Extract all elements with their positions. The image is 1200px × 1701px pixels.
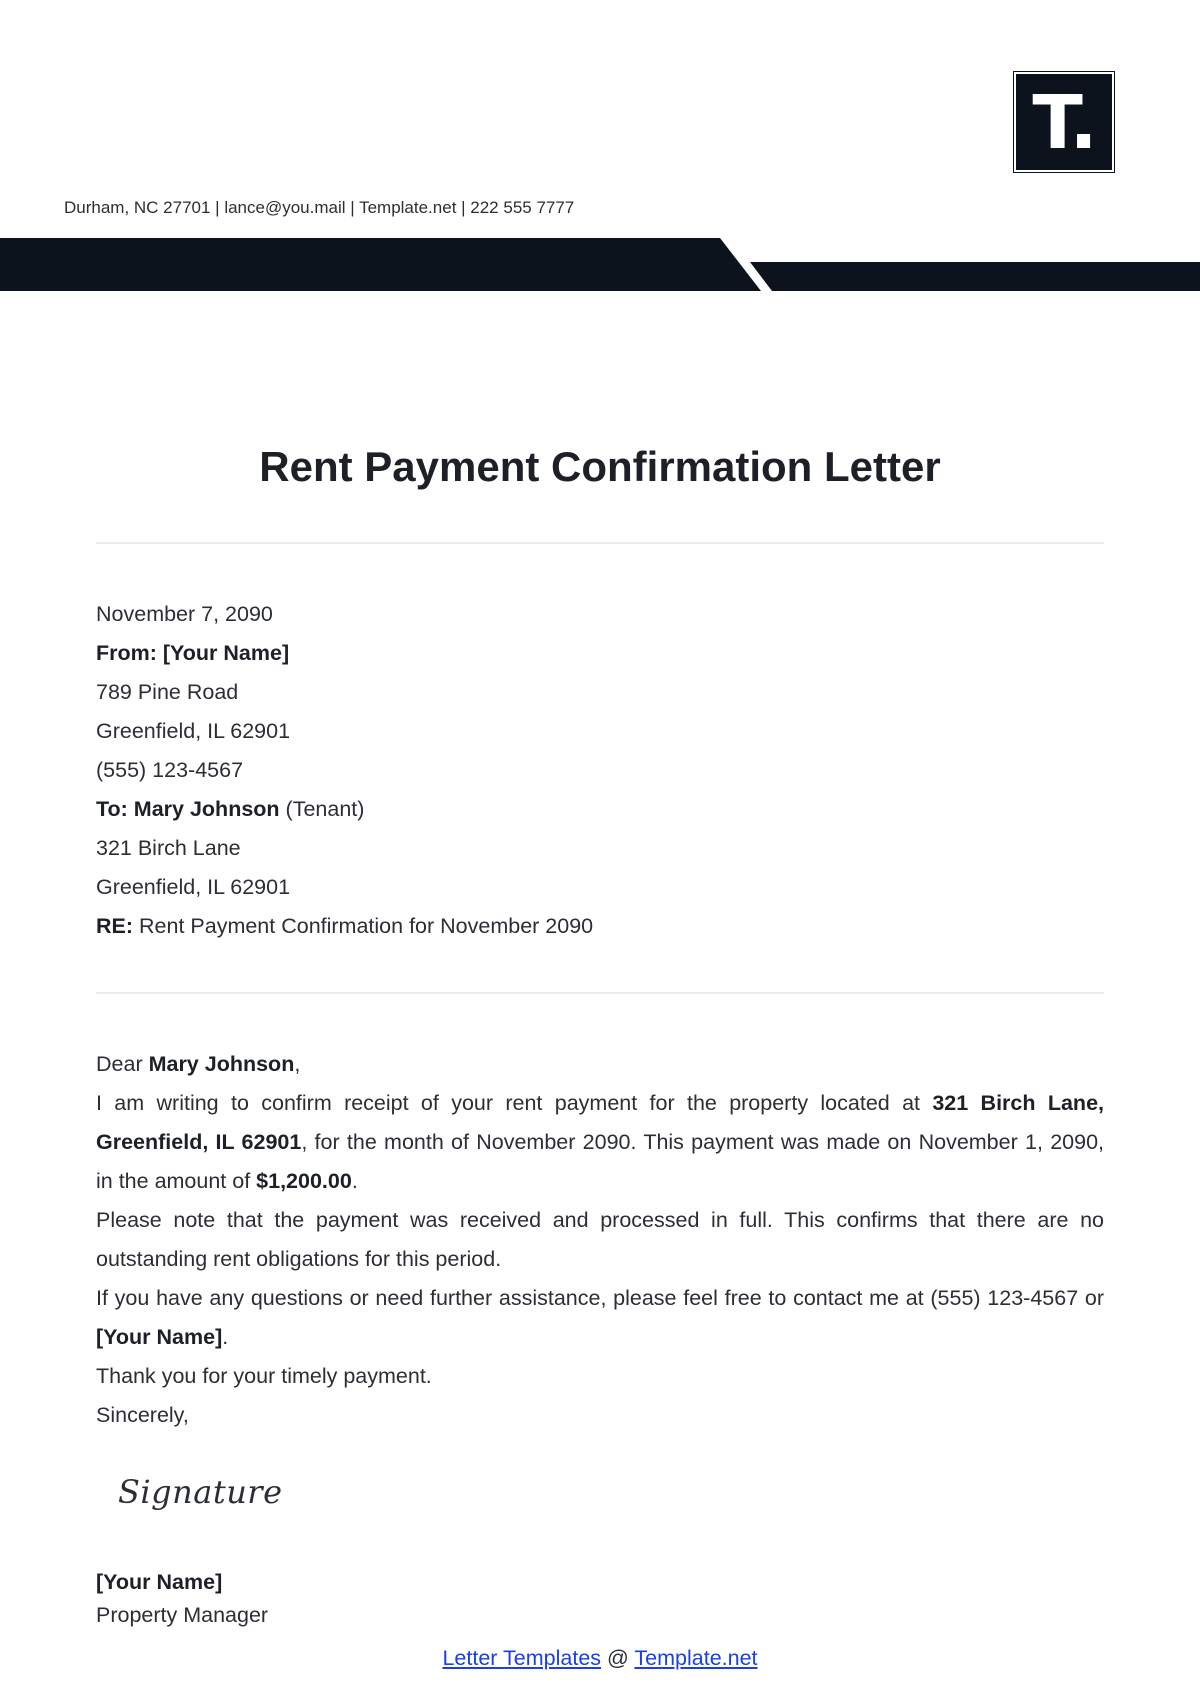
divider-bottom [96,992,1104,994]
re-label: RE: [96,914,134,938]
template-net-link[interactable]: Template.net [634,1646,758,1670]
signer-role: Property Manager [96,1603,269,1627]
paragraph-processed: Please note that the payment was received and processed in full. This confirms that there are no outstanding rent obligations for this period. [96,1208,1104,1271]
from-address-1: 789 Pine Road [96,680,239,704]
to-label: To: Mary Johnson [96,797,280,821]
logo-letter: T. [1032,80,1096,166]
to-address-1: 321 Birch Lane [96,836,241,860]
re-line [96,907,1104,946]
signer-name-line [96,1566,1104,1599]
divider-top [96,542,1104,544]
header-band [0,238,1200,291]
letter-body [96,1045,1104,1435]
contact-name: [Your Name] [96,1325,223,1349]
greeting-suffix: , [294,1052,301,1076]
from-phone: (555) 123-4567 [96,758,244,782]
paragraph-confirmation [96,1084,1104,1201]
re-text: Rent Payment Confirmation for November 2090 [133,914,594,938]
paragraph-contact [96,1279,1104,1357]
footer-separator: @ [601,1646,635,1670]
closing: Sincerely, [96,1403,189,1427]
to-address-2: Greenfield, IL 62901 [96,875,291,899]
signature-block [96,1566,1104,1632]
to-line [96,790,1104,829]
from-label: From: [Your Name] [96,641,290,665]
p1-text-c: . [351,1169,358,1193]
footer [0,1646,1200,1671]
p1-text-a: I am writing to confirm receipt of your rent payment for the property located at [96,1091,933,1115]
p1-text-b: , for the month of November 2090. This payment was made on November 1, 2090, in the amount of [96,1130,1104,1193]
from-line [96,634,1104,673]
letter-title: Rent Payment Confirmation Letter [259,443,941,490]
p3-text-b: . [222,1325,229,1349]
signature-image: Signature [118,1473,283,1511]
paragraph-thanks: Thank you for your timely payment. [96,1364,432,1388]
greeting [96,1045,1104,1084]
company-logo [1014,72,1114,172]
payment-amount: $1,200.00 [256,1169,352,1193]
from-address-2: Greenfield, IL 62901 [96,719,291,743]
greeting-prefix: Dear [96,1052,149,1076]
contact-line: Durham, NC 27701 | lance@you.mail | Template.net | 222 555 7777 [64,198,575,217]
to-suffix: (Tenant) [279,797,365,821]
band-left-shape [0,238,761,291]
signer-name: [Your Name] [96,1570,223,1594]
letter-header [96,595,1104,946]
greeting-name: Mary Johnson [148,1052,295,1076]
letter-templates-link[interactable]: Letter Templates [442,1646,602,1670]
letter-date: November 7, 2090 [96,602,273,626]
band-right-shape [750,262,1200,291]
property-address: 321 Birch Lane, Greenfield, IL 62901 [96,1091,1104,1154]
p3-text-a: If you have any questions or need further assistance, please feel free to contact me at (555) 123-4567 or [96,1286,1104,1310]
